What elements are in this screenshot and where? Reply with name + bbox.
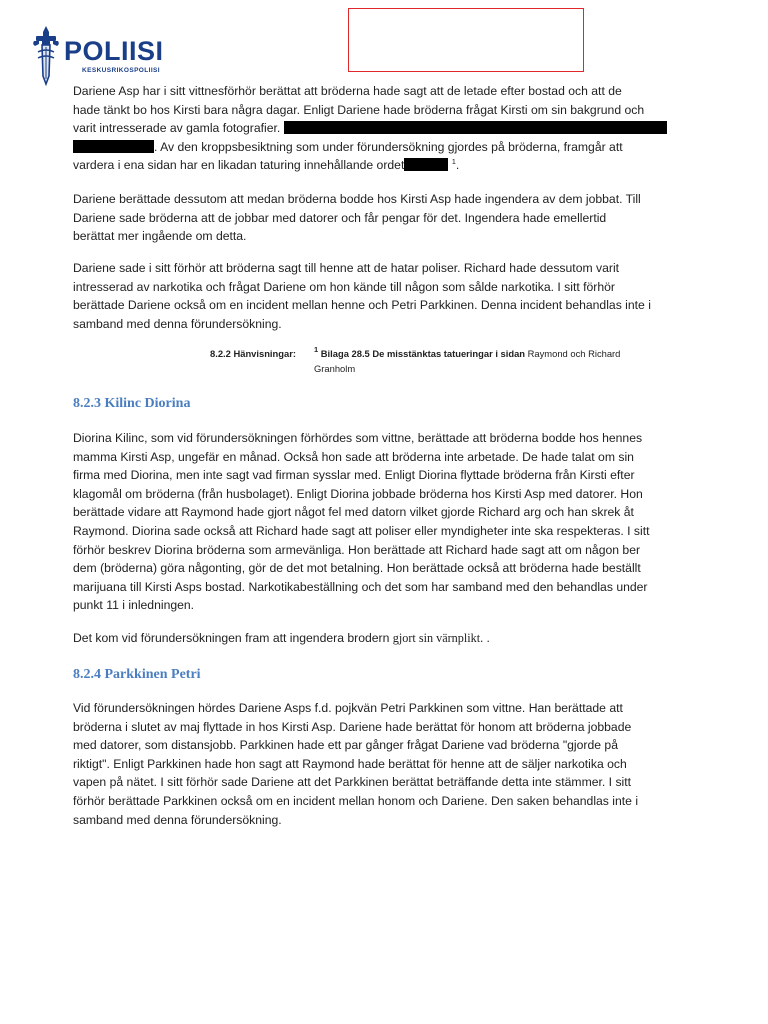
text-line: Vid förundersökningen hördes Dariene Asps f.d. pojkvän Petri Parkkinen som vittne. Han berättade att — [73, 701, 623, 715]
redaction-bar — [404, 158, 448, 171]
redaction-bar — [73, 140, 154, 153]
paragraph-2 — [73, 190, 699, 246]
section-823-paragraph-2 — [73, 629, 699, 648]
text-line: Diorina Kilinc, som vid förundersökningen förhördes som vittne, berättade att bröderna bodde hos hennes — [73, 431, 643, 445]
text-line: klagomål om bröderna (från husbolaget). Enligt Diorina jobbade bröderna hos Kirsti Asp med datorer. Hon — [73, 486, 643, 501]
text-span: . — [483, 631, 490, 645]
paragraph-1 — [73, 82, 699, 175]
text-line: Dariene berättade dessutom att medan bröderna bodde hos Kirsti Asp hade ingendera av dem jobbat. Till — [73, 192, 641, 206]
paragraph-3 — [73, 259, 699, 333]
text-line: berättade Dariene också om en incident mellan henne och Petri Parkkinen. Denna incident behandlas inte i — [73, 298, 651, 313]
reference-line — [210, 346, 680, 361]
section-824-paragraph — [73, 699, 699, 829]
text-line: förhör berättade Parkkinen också om en incident mellan honom och Dariene. Den saken behandlas inte i — [73, 793, 639, 808]
text-line: förhör beskrev Diorina bröderna som armevänliga. Hon berättade att Richard hade sagt att om någon ber — [73, 542, 641, 557]
text-span: varit intresserade av gamla fotografier. — [73, 121, 281, 136]
text-line: Dariene sade i sitt förhör att bröderna sagt till henne att de hatar poliser. Richard hade dessutom varit — [73, 261, 620, 275]
references-label: 8.2.2 Hänvisningar: — [210, 348, 296, 359]
text-line — [73, 156, 699, 175]
footnote-mark: 1 — [451, 157, 456, 167]
text-line: vapen på nätet. I sitt förhör sade Dariene att det Parkkinen berättat beträffande detta inte stämmer. I sitt — [73, 775, 632, 790]
police-sword-emblem-icon — [30, 24, 62, 86]
text-span: Det kom vid förundersökningen fram att ingendera brodern — [73, 631, 390, 645]
reference-plain: Raymond och Richard — [527, 348, 621, 359]
logo-wordmark: POLIISI — [64, 36, 164, 66]
text-line: punkt 11 i inledningen. — [73, 598, 195, 613]
text-line — [73, 119, 699, 138]
reference-bold: Bilaga 28.5 De misstänktas tatueringar i sidan — [320, 348, 526, 359]
stamp-box — [348, 8, 584, 72]
text-line: Dariene Asp har i sitt vittnesförhör berättat att bröderna hade sagt att de letade efter bostad och att de — [73, 84, 622, 98]
text-line — [73, 138, 699, 157]
text-line: Raymond. Diorina sade också att Richard hade sagt att poliser eller myndigheter inte ska respekteras. I sitt — [73, 523, 650, 538]
text-line: dem (bröderna) göra någonting, gör de det mot betalning. Hon berättade också att bröderna hade beställt — [73, 561, 641, 576]
text-span: vardera i ena sidan har en likadan taturing innehållande ordet — [73, 158, 405, 173]
references-block — [210, 346, 680, 376]
footnote-mark: 1 — [314, 345, 319, 354]
text-line: berättat mer ingående om detta. — [73, 229, 247, 244]
section-823-paragraph — [73, 429, 699, 615]
text-line: intresserad av narkotika och frågat Dariene om hon kände till någon som sålde narkotika. I sitt förhör — [73, 279, 615, 294]
text-line: marijuana till Kirsti Asps bostad. Narkotikabeställning och det som har samband med den behandlas under — [73, 579, 648, 594]
text-line: samband med denna förundersökning. — [73, 316, 282, 331]
text-line — [73, 629, 699, 648]
logo-subtitle: KESKUSRIKOSPOLIISI — [82, 67, 160, 74]
text-span-serif: gjort sin värnplikt. — [392, 631, 484, 645]
section-heading-824: 8.2.4 Parkkinen Petri — [73, 667, 201, 682]
text-line: firma med Diorina, men inte sagt vad firman sysslar med. Enligt Diorina flyttade bröderna från Kirsti efter — [73, 468, 635, 483]
text-line: med datorer, som distansjobb. Parkkinen hade ett par gånger frågat Dariene vad bröderna "gjorde på — [73, 738, 618, 753]
text-line: berättade vidare att Raymond hade gjort något fel med datorn vilket gjorde Richard arg och han skrek åt — [73, 505, 634, 520]
text-line: mamma Kirsti Asp, ungefär en månad. Också hon sade att bröderna inte arbetade. De hade talat om sin — [73, 449, 634, 464]
text-line: samband med denna förundersökning. — [73, 812, 282, 827]
text-span: . Av den kroppsbesiktning som under förundersökning gjordes på bröderna, framgår att — [154, 139, 623, 154]
text-line: bröderna i slutet av maj flyttade in hos Kirsti Asp. Dariene hade berättat för honom att bröderna jobbade — [73, 719, 632, 734]
text-line: riktigt". Enligt Parkkinen hade hon sagt att Raymond hade berättat för henne att de säljer narkotika och — [73, 756, 627, 771]
redaction-bar — [284, 121, 667, 134]
poliisi-logo — [30, 24, 190, 86]
text-span: . — [455, 158, 460, 173]
text-line: hade tänkt bo hos Kirsti bara några dagar. Enligt Dariene hade bröderna frågat Kirsti om sin bakgrund och — [73, 102, 645, 117]
text-line: Dariene sade bröderna att de jobbar med datorer och får pengar för det. Ingendera hade emellertid — [73, 210, 607, 225]
reference-line: Granholm — [314, 363, 356, 374]
section-heading-823: 8.2.3 Kilinc Diorina — [73, 396, 191, 411]
